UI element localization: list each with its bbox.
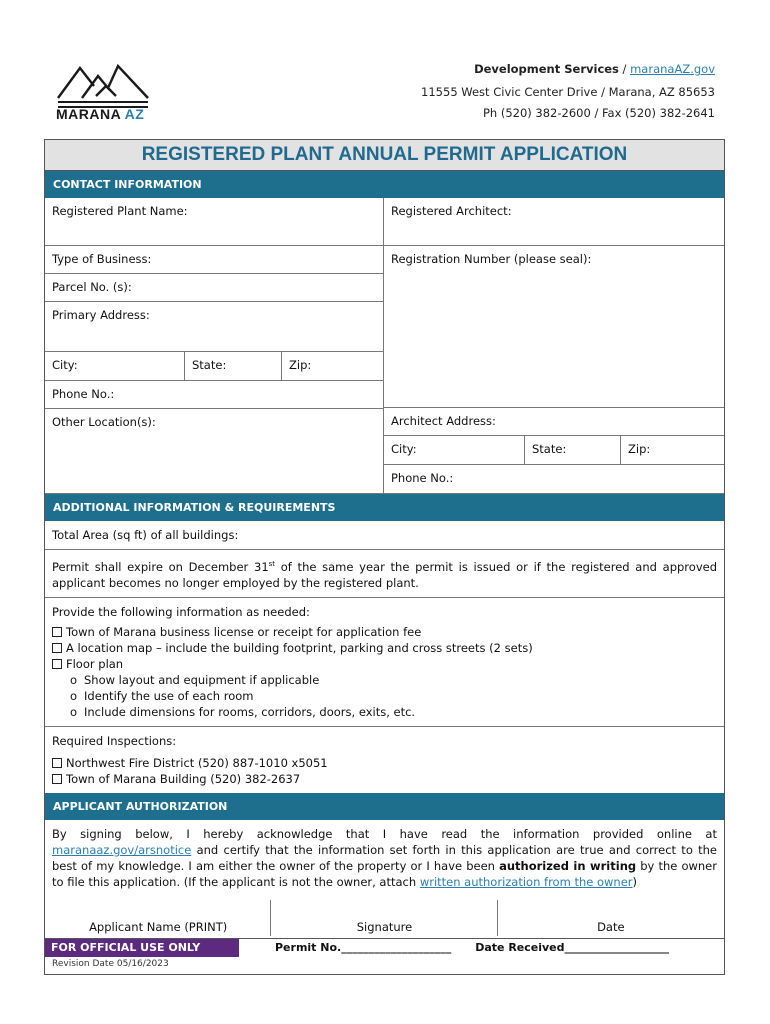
arch-phone-field[interactable]: Phone No.: [391,471,454,485]
checklist-item [52,624,717,640]
checklist-label: Floor plan [66,656,124,671]
additional-section-heading: ADDITIONAL INFORMATION & REQUIREMENTS [45,494,724,521]
inspections-heading: Required Inspections: [52,733,177,748]
zip-field[interactable]: Zip: [289,358,312,372]
contact-section-heading: CONTACT INFORMATION [45,171,724,198]
signature-row [45,896,724,939]
header-dept-line [474,62,715,76]
phone-field[interactable]: Phone No.: [45,381,383,409]
checkbox-icon[interactable] [52,774,62,784]
inspection-label: Town of Marana Building (520) 382-2637 [66,771,301,786]
bullet-icon: o [70,704,78,719]
expire-text-b: of the same year the permit is issued or if the registered and approved applicant becomes no longer employed by the registered plant. [52,559,717,590]
date-received-field[interactable]: Date Received___________________ [475,941,670,955]
header-phone: Ph (520) 382-2600 / Fax (520) 382-2641 [482,106,715,120]
checklist-item [52,640,717,656]
auth-text-2: and certify that the information set forth in this application are true and correct to the best of my knowledge. I am either the owner of the property or I have been [52,842,717,873]
checkbox-icon[interactable] [52,627,62,637]
arsnotice-link[interactable]: maranaaz.gov/arsnotice [52,842,192,857]
other-locations-field[interactable]: Other Location(s): [52,415,156,429]
inspection-item [52,755,717,771]
architect-address-field[interactable]: Architect Address: [384,408,724,436]
header-address: 11555 West Civic Center Drive / Marana, AZ 85653 [421,85,715,99]
arch-city-state-zip-row [384,436,724,465]
arch-state-field[interactable]: State: [525,436,621,464]
permit-no-field[interactable]: Permit No.____________________ [275,941,452,955]
logo-text [56,106,144,122]
city-field[interactable]: City: [45,352,185,380]
contact-grid [45,198,724,494]
checklist-item [52,656,717,672]
contact-right-column [384,198,724,493]
checkbox-icon[interactable] [52,643,62,653]
architect-field[interactable]: Registered Architect: [384,198,724,246]
arch-city-field[interactable]: City: [384,436,525,464]
sub-item [52,704,717,720]
business-type-field[interactable]: Type of Business: [45,246,383,274]
applicant-name-field[interactable] [45,896,271,938]
registration-number-field[interactable]: Registration Number (please seal): [384,246,724,408]
logo-text-marana: MARANA [56,106,121,122]
state-field[interactable]: State: [185,352,282,380]
inspection-label: Northwest Fire District (520) 887-1010 x5051 [66,755,328,770]
revision-date: Revision Date 05/16/2023 [52,958,169,969]
form-title: REGISTERED PLANT ANNUAL PERMIT APPLICATION [45,140,724,171]
plant-name-field[interactable]: Registered Plant Name: [45,198,383,246]
official-use-row [45,939,724,957]
checkbox-icon[interactable] [52,659,62,669]
dept-separator: / [618,62,631,76]
authorization-section-heading: APPLICANT AUTHORIZATION [45,793,724,820]
applicant-name-label: Applicant Name (PRINT) [89,919,228,934]
expire-text-a: Permit shall expire on December 31 [52,559,269,574]
sub-item [52,672,717,688]
primary-address-field[interactable]: Primary Address: [45,302,383,352]
signature-field[interactable] [271,896,497,938]
authorization-text [45,820,724,896]
dept-name: Development Services [474,62,619,76]
city-state-zip-row [45,352,383,381]
expiration-note [45,550,724,598]
sub-item-label: Identify the use of each room [84,688,254,703]
checklist-label: Town of Marana business license or receipt for application fee [66,624,422,639]
application-form [44,139,725,975]
inspection-item [52,771,717,787]
parcel-field[interactable]: Parcel No. (s): [45,274,383,302]
sub-item-label: Include dimensions for rooms, corridors, doors, exits, etc. [84,704,416,719]
date-field[interactable] [498,896,724,938]
site-link[interactable]: maranaAZ.gov [630,62,715,76]
expire-sup: st [268,560,276,568]
sub-item-label: Show layout and equipment if applicable [84,672,320,687]
inspections-block [45,727,724,793]
sub-item [52,688,717,704]
checklist-label: A location map – include the building footprint, parking and cross streets (2 sets) [66,640,533,655]
date-label: Date [597,919,625,934]
auth-text-1: By signing below, I hereby acknowledge that I have read the information provided online at [52,826,717,841]
checkbox-icon[interactable] [52,758,62,768]
area-field[interactable]: Total Area (sq ft) of all buildings: [45,521,724,550]
bullet-icon: o [70,688,78,703]
auth-bold: authorized in writing [499,858,637,873]
auth-text-3: by the owner to file this application. (If the applicant is not the owner, attach [52,858,717,889]
arch-zip-field[interactable]: Zip: [628,442,651,456]
provide-heading: Provide the following information as needed: [52,604,310,619]
signature-label: Signature [356,919,413,934]
bullet-icon: o [70,672,78,687]
contact-left-column [45,198,384,493]
logo-text-az: AZ [124,106,145,122]
written-authorization-link[interactable]: written authorization from the owner [419,874,633,889]
auth-text-4: ) [632,874,638,889]
provide-info-block [45,598,724,727]
official-use-label: FOR OFFICIAL USE ONLY [45,939,239,957]
